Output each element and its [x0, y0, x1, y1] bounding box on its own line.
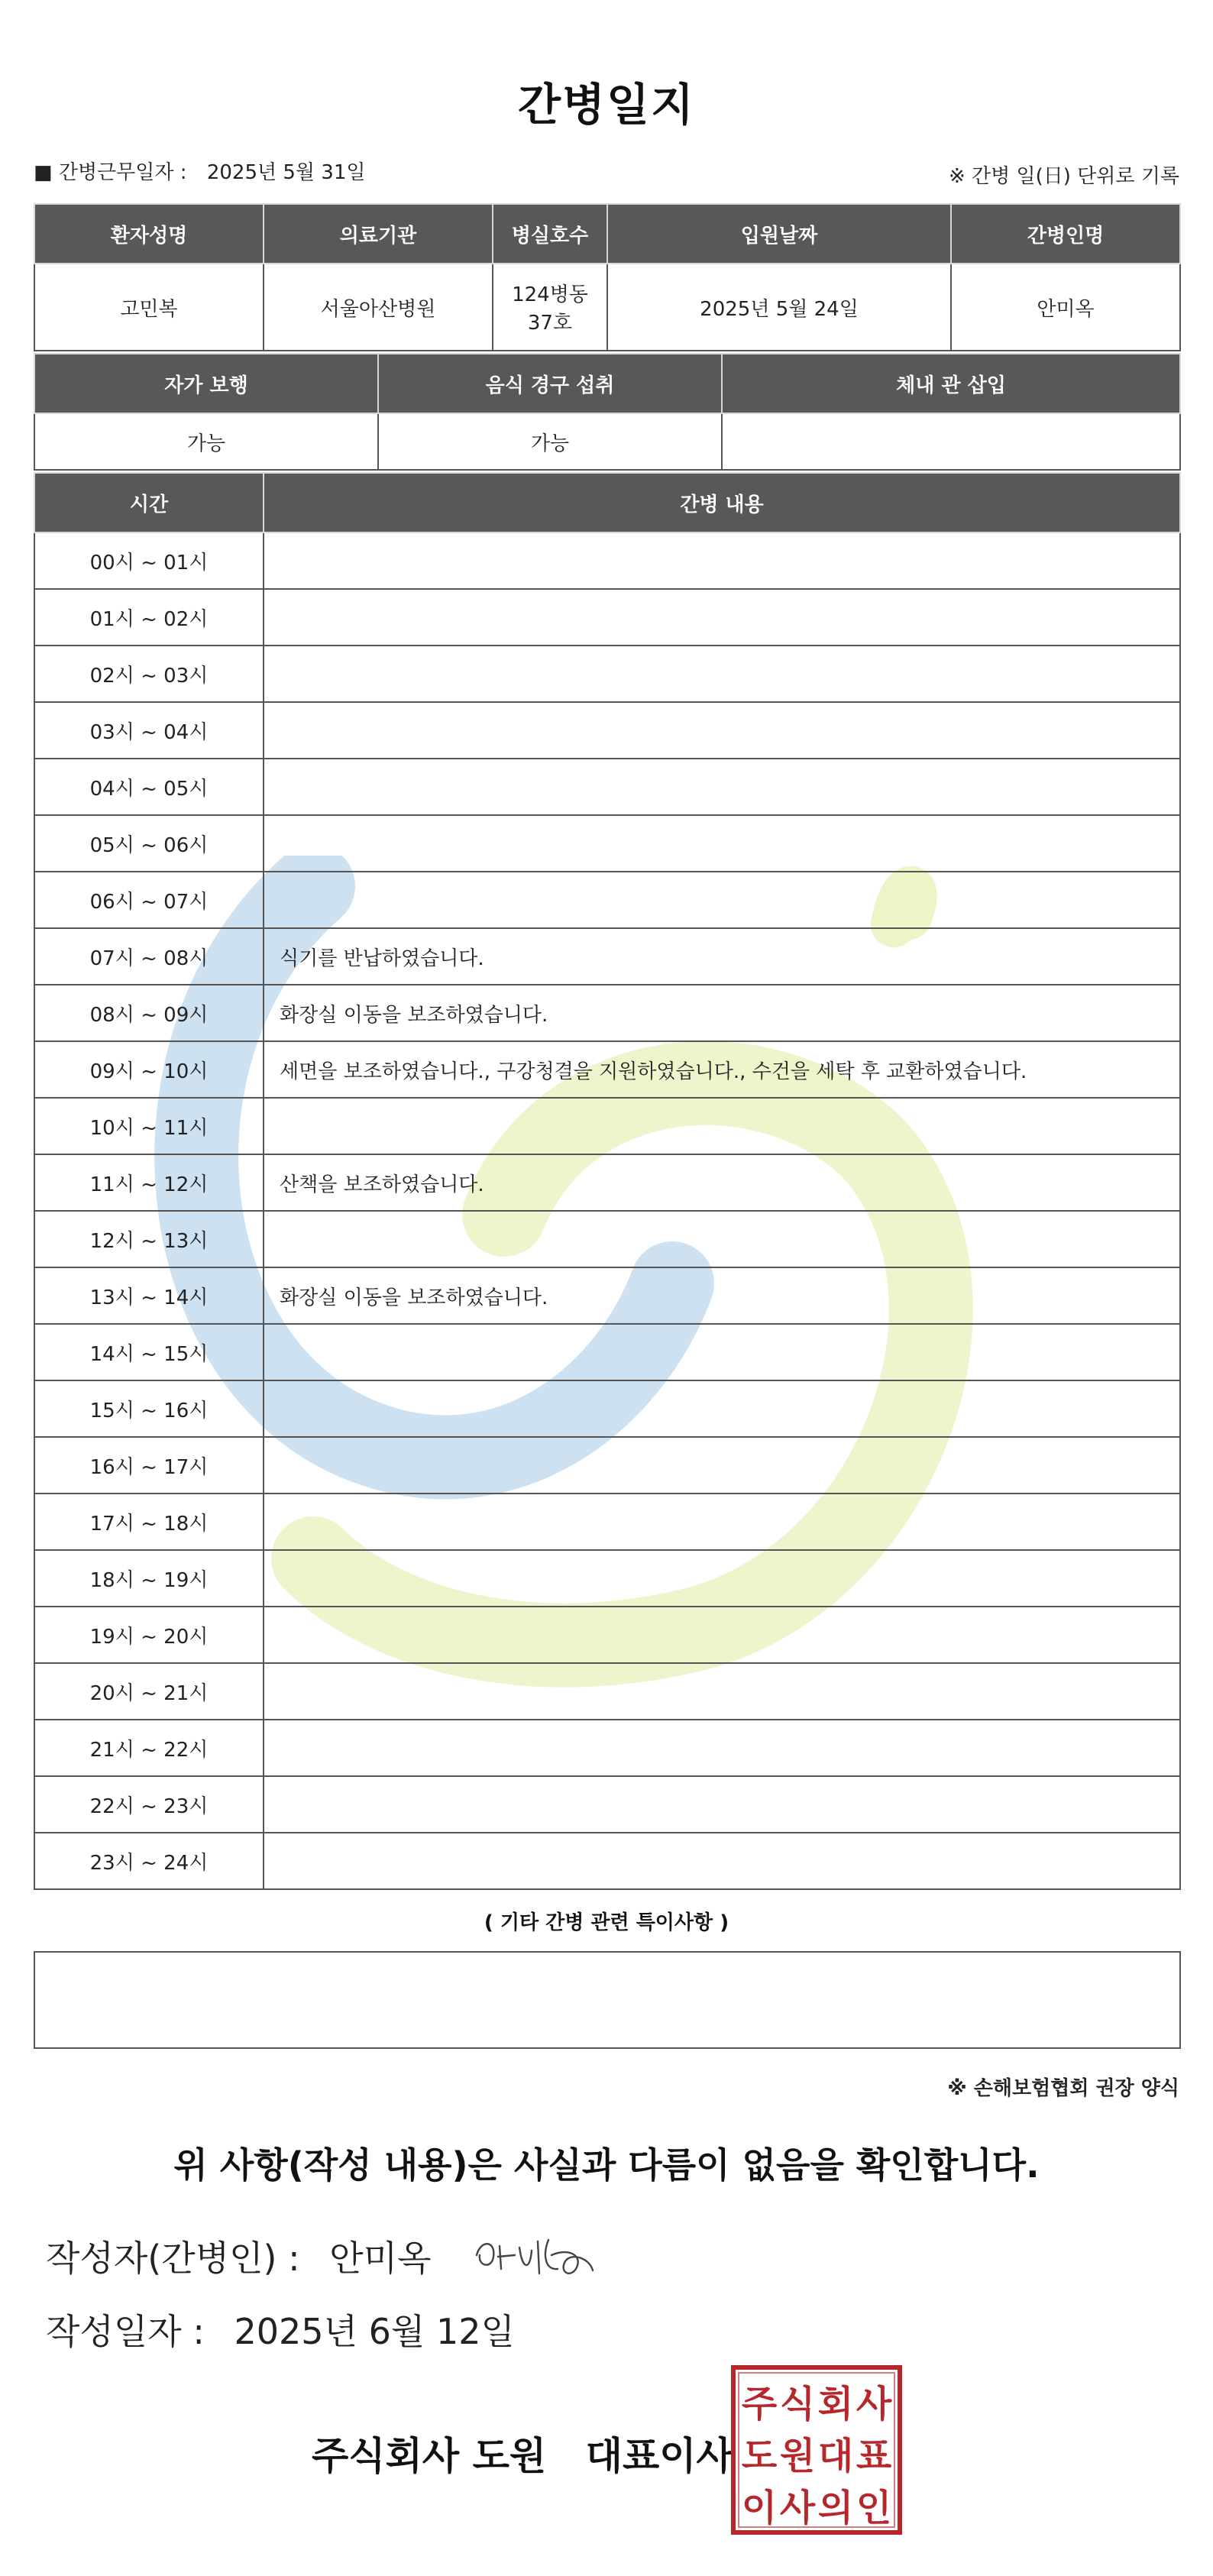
header-time: 시간	[34, 473, 264, 532]
company-seal-icon	[730, 2364, 903, 2536]
care-log-table	[34, 472, 1181, 1890]
page-title: 간병일지	[517, 79, 696, 131]
table-row	[34, 1663, 1180, 1720]
oral-intake-value: 가능	[378, 413, 722, 470]
table-row	[34, 532, 1180, 589]
table-row	[34, 702, 1180, 759]
log-content: 화장실 이동을 보조하였습니다.	[264, 985, 1180, 1041]
table-row	[34, 928, 1180, 985]
seal-character: 도	[741, 2435, 778, 2477]
log-time: 14시 ~ 15시	[34, 1324, 264, 1380]
room-number	[493, 264, 607, 351]
seal-character: 사	[856, 2383, 892, 2426]
log-content	[264, 1776, 1180, 1833]
form-source-note: ※ 손해보험협회 권장 양식	[947, 2077, 1179, 2100]
log-time: 23시 ~ 24시	[34, 1833, 264, 1889]
room-ward: 124병동	[512, 283, 588, 306]
record-unit-note: ※ 간병 일(日) 단위로 기록	[948, 165, 1179, 188]
table-row	[34, 589, 1180, 646]
table-row	[34, 1211, 1180, 1267]
header-self-walking: 자가 보행	[34, 354, 378, 413]
table-row	[34, 872, 1180, 928]
log-content	[264, 872, 1180, 928]
hospital-name: 서울아산병원	[264, 264, 493, 351]
log-time: 08시 ~ 09시	[34, 985, 264, 1041]
self-walking-value: 가능	[34, 413, 378, 470]
seal-character: 식	[779, 2383, 816, 2426]
seal-character: 표	[856, 2435, 892, 2477]
header-oral-intake: 음식 경구 섭취	[378, 354, 722, 413]
log-time: 04시 ~ 05시	[34, 759, 264, 815]
tube-insertion-value	[722, 413, 1180, 470]
table-row	[34, 1380, 1180, 1437]
log-content	[264, 1493, 1180, 1550]
table-row	[34, 815, 1180, 872]
patient-status-table	[34, 353, 1181, 471]
log-content: 식기를 반납하였습니다.	[264, 928, 1180, 985]
log-time: 03시 ~ 04시	[34, 702, 264, 759]
log-time: 10시 ~ 11시	[34, 1098, 264, 1154]
seal-character: 이	[741, 2487, 778, 2529]
patient-name: 고민복	[34, 264, 264, 351]
table-row	[34, 1607, 1180, 1663]
table-row	[34, 1041, 1180, 1098]
log-content	[264, 702, 1180, 759]
log-content	[264, 759, 1180, 815]
seal-character: 사	[779, 2487, 816, 2529]
log-header-row	[34, 473, 1180, 532]
table-row	[34, 759, 1180, 815]
log-content	[264, 1098, 1180, 1154]
signer-label: 작성자(간병인) :	[46, 2238, 300, 2279]
seal-character: 주	[741, 2383, 778, 2426]
confirmation-statement: 위 사항(작성 내용)은 사실과 다름이 없음을 확인합니다.	[173, 2144, 1040, 2186]
status-header-row	[34, 354, 1180, 413]
work-date	[34, 157, 366, 185]
table-row	[34, 1720, 1180, 1776]
header-patient-name: 환자성명	[34, 204, 264, 264]
log-time: 06시 ~ 07시	[34, 872, 264, 928]
table-row	[34, 1154, 1180, 1211]
header-admission-date: 입원날짜	[607, 204, 951, 264]
table-row	[34, 1324, 1180, 1380]
log-content	[264, 1211, 1180, 1267]
seal-character: 대	[817, 2435, 854, 2477]
special-notes-title: ( 기타 간병 관련 특이사항 )	[484, 1911, 729, 1934]
log-content	[264, 646, 1180, 702]
special-notes-box	[34, 1951, 1181, 2049]
company-name: 주식회사 도원	[312, 2434, 547, 2478]
log-content: 산책을 보조하였습니다.	[264, 1154, 1180, 1211]
caregiver-name: 안미옥	[951, 264, 1180, 351]
log-time: 01시 ~ 02시	[34, 589, 264, 646]
log-time: 20시 ~ 21시	[34, 1663, 264, 1720]
signer-line	[46, 2231, 432, 2281]
log-content	[264, 1833, 1180, 1889]
written-date-label: 작성일자 :	[46, 2311, 205, 2352]
company-line	[312, 2426, 733, 2481]
log-content: 화장실 이동을 보조하였습니다.	[264, 1267, 1180, 1324]
header-care-content: 간병 내용	[264, 473, 1180, 532]
log-time: 18시 ~ 19시	[34, 1550, 264, 1607]
seal-character: 회	[817, 2383, 854, 2426]
patient-header-row	[34, 204, 1180, 264]
log-content: 세면을 보조하였습니다., 구강청결을 지원하였습니다., 수건을 세탁 후 교환하였습니다.	[264, 1041, 1180, 1098]
log-body	[34, 532, 1180, 1889]
status-value-row	[34, 413, 1180, 470]
table-row	[34, 1493, 1180, 1550]
seal-character: 의	[817, 2487, 854, 2529]
log-content	[264, 1663, 1180, 1720]
log-content	[264, 1607, 1180, 1663]
patient-value-row	[34, 264, 1180, 351]
signer-name: 안미옥	[329, 2238, 432, 2279]
log-time: 22시 ~ 23시	[34, 1776, 264, 1833]
log-content	[264, 1720, 1180, 1776]
header-tube-insertion: 체내 관 삽입	[722, 354, 1180, 413]
log-content	[264, 1550, 1180, 1607]
representative-title: 대표이사	[585, 2434, 733, 2478]
admission-date: 2025년 5월 24일	[607, 264, 951, 351]
header-caregiver-name: 간병인명	[951, 204, 1180, 264]
work-date-value: 2025년 5월 31일	[206, 161, 366, 184]
log-time: 11시 ~ 12시	[34, 1154, 264, 1211]
header-hospital: 의료기관	[264, 204, 493, 264]
log-content	[264, 589, 1180, 646]
log-content	[264, 1324, 1180, 1380]
table-row	[34, 1550, 1180, 1607]
log-content	[264, 815, 1180, 872]
log-time: 07시 ~ 08시	[34, 928, 264, 985]
seal-character: 인	[856, 2487, 892, 2529]
table-row	[34, 1267, 1180, 1324]
header-room: 병실호수	[493, 204, 607, 264]
table-row	[34, 1833, 1180, 1889]
log-time: 15시 ~ 16시	[34, 1380, 264, 1437]
log-time: 09시 ~ 10시	[34, 1041, 264, 1098]
table-row	[34, 1776, 1180, 1833]
log-time: 05시 ~ 06시	[34, 815, 264, 872]
table-row	[34, 1437, 1180, 1493]
handwritten-signature	[469, 2225, 599, 2286]
log-time: 21시 ~ 22시	[34, 1720, 264, 1776]
room-number-text: 37호	[527, 312, 573, 335]
seal-character: 원	[779, 2435, 816, 2477]
log-time: 19시 ~ 20시	[34, 1607, 264, 1663]
written-date-value: 2025년 6월 12일	[234, 2311, 515, 2352]
log-time: 02시 ~ 03시	[34, 646, 264, 702]
table-row	[34, 646, 1180, 702]
table-row	[34, 985, 1180, 1041]
log-time: 12시 ~ 13시	[34, 1211, 264, 1267]
work-date-label: ■ 간병근무일자 :	[34, 161, 187, 184]
log-time: 13시 ~ 14시	[34, 1267, 264, 1324]
log-content	[264, 1380, 1180, 1437]
log-time: 00시 ~ 01시	[34, 532, 264, 589]
written-date-line	[46, 2304, 515, 2354]
log-content	[264, 1437, 1180, 1493]
log-content	[264, 532, 1180, 589]
log-time: 17시 ~ 18시	[34, 1493, 264, 1550]
patient-info-table	[34, 203, 1181, 351]
log-time: 16시 ~ 17시	[34, 1437, 264, 1493]
table-row	[34, 1098, 1180, 1154]
